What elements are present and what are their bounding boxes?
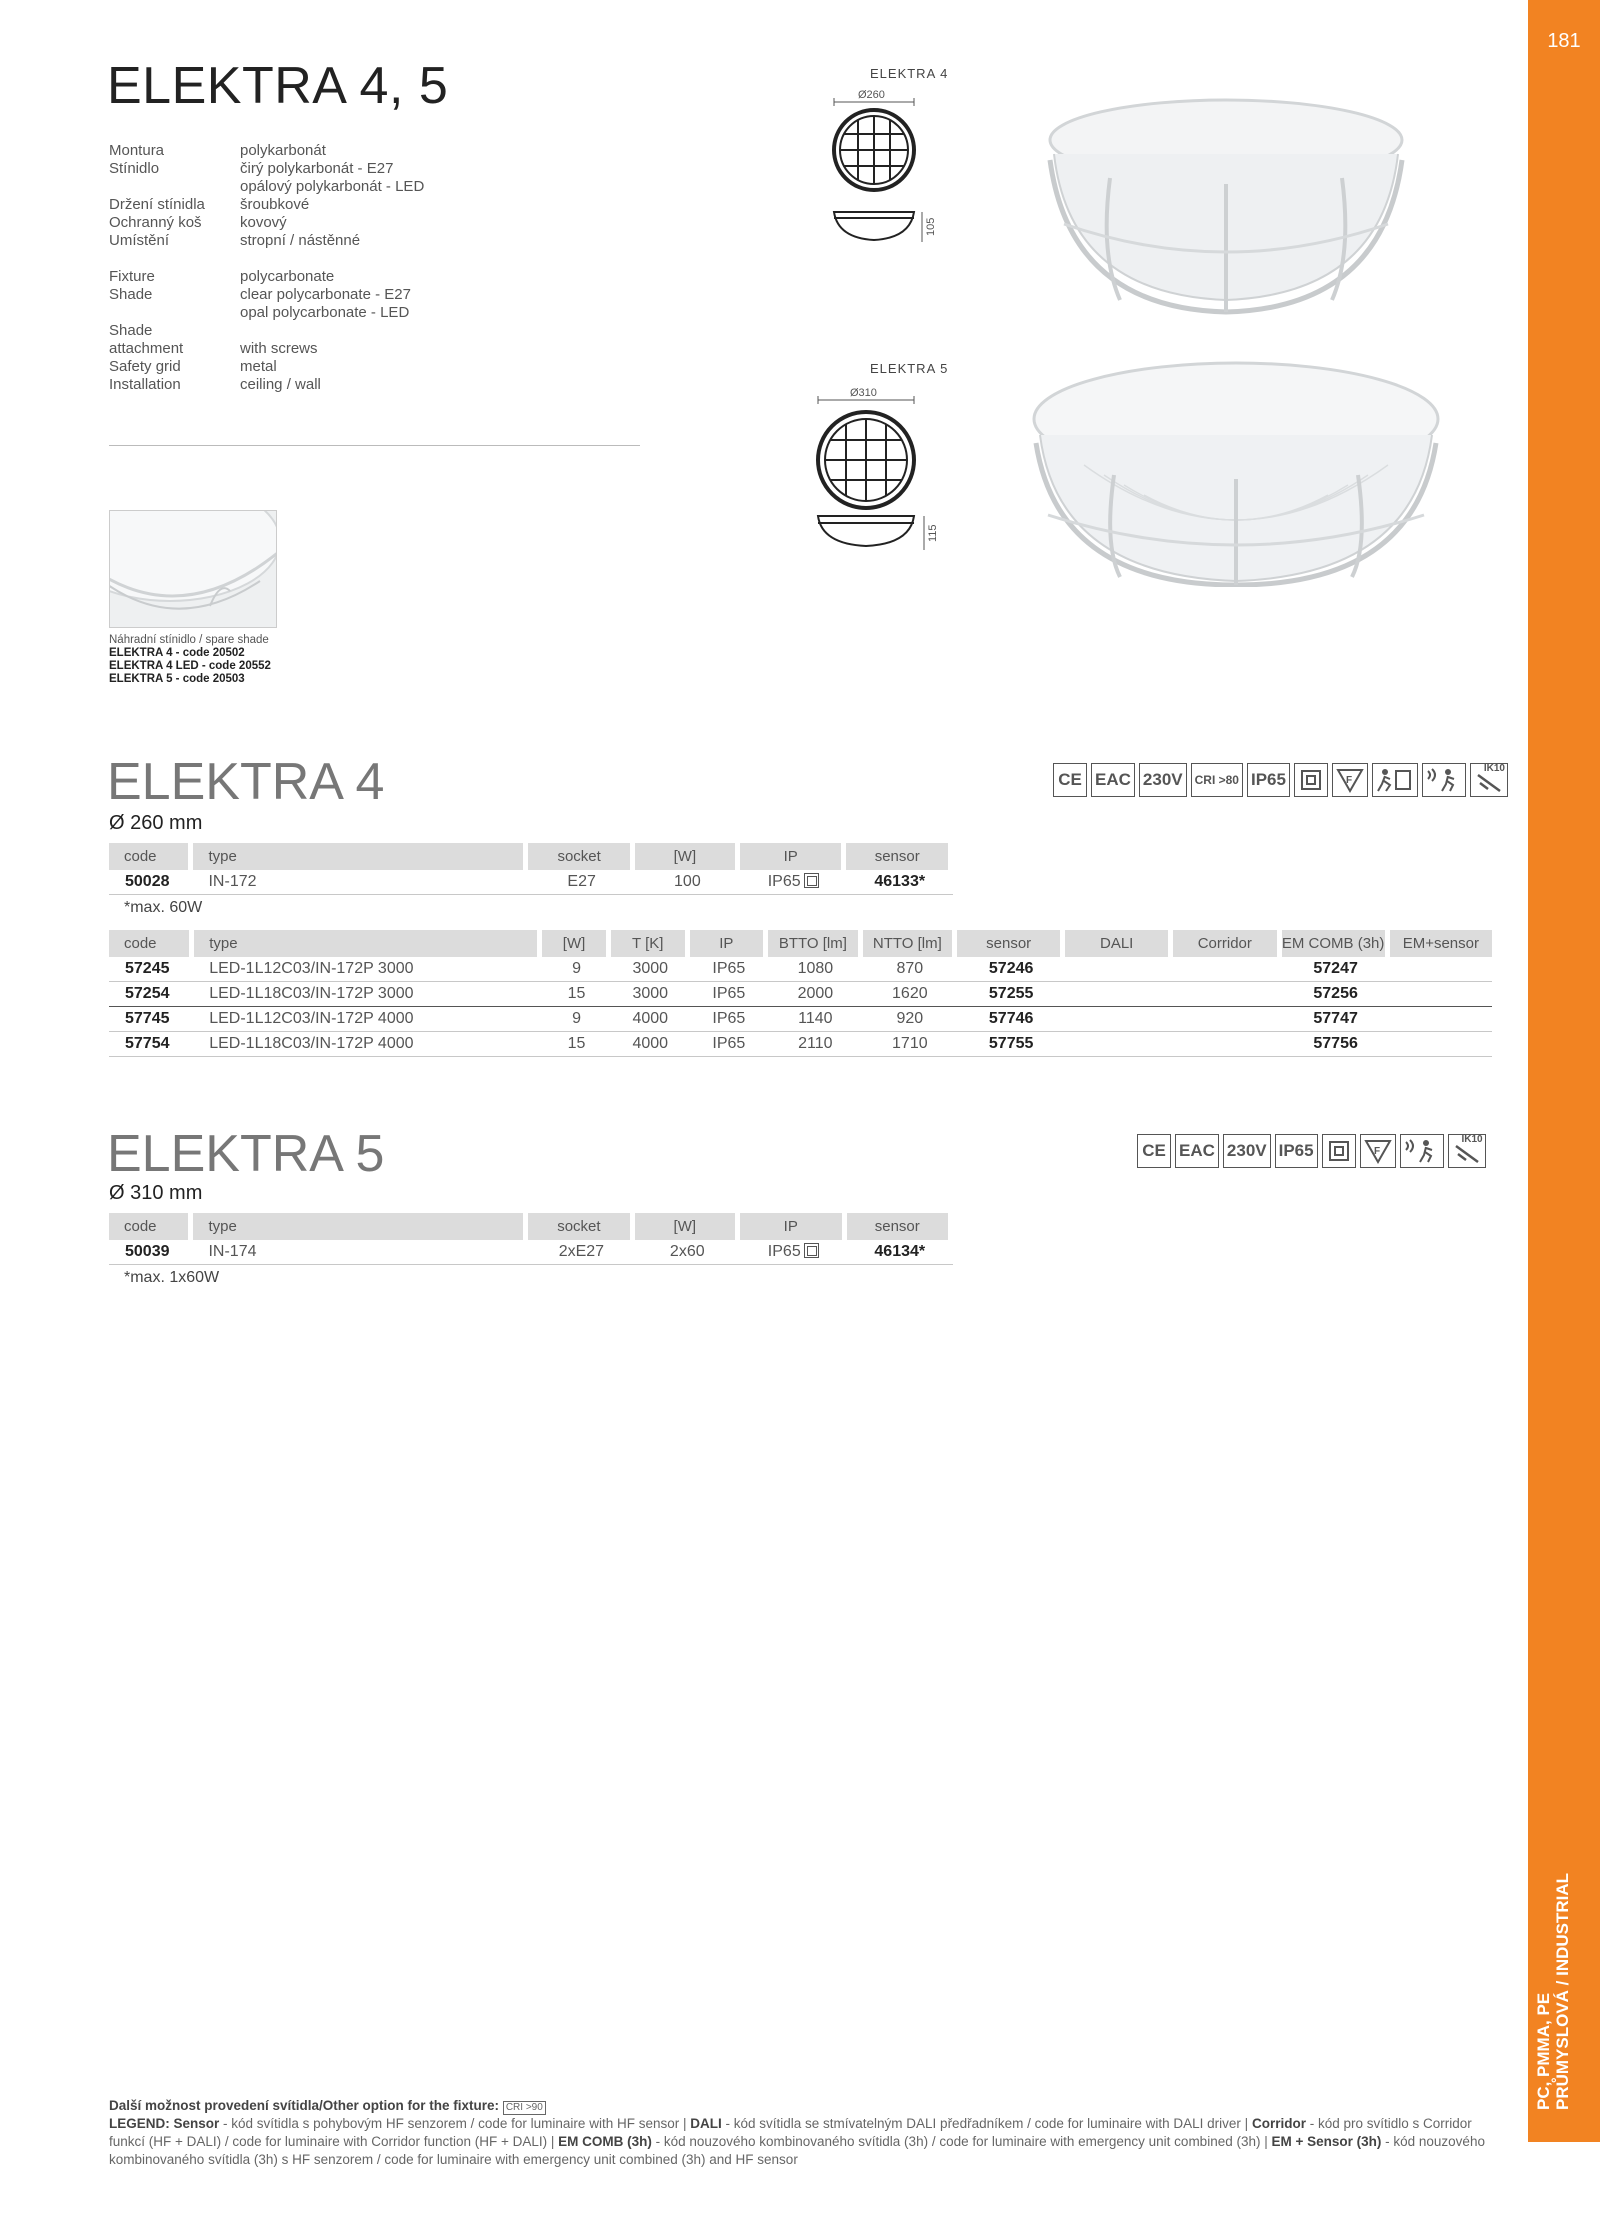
table-row: [109, 1007, 1492, 1032]
spec-label: [109, 304, 240, 322]
column-header: Corridor: [1173, 930, 1281, 957]
spec-value: šroubkové: [240, 196, 310, 213]
cell-em-comb: 57247: [1282, 957, 1390, 982]
cell-em-sensor: [1390, 982, 1492, 1007]
legend-term: Sensor: [173, 2116, 220, 2131]
legend-term: EM COMB (3h): [558, 2134, 652, 2149]
column-header: code: [109, 930, 194, 957]
cell-corridor: [1173, 957, 1281, 982]
spec-value: opal polycarbonate - LED: [240, 304, 410, 321]
cell-btto: 1080: [768, 957, 862, 982]
cell-ntto: 920: [863, 1007, 957, 1032]
cell-sensor: 57246: [957, 957, 1065, 982]
cell-dali: [1065, 982, 1173, 1007]
category-line-1: PC, PMMA, PE: [1534, 1992, 1553, 2110]
ip-rating-icon: IP65: [1275, 1134, 1318, 1168]
spec-row: [109, 142, 424, 160]
ik10-label: IK10: [1483, 763, 1505, 774]
table-row: [109, 1032, 1492, 1057]
product-photo-e5: [1024, 355, 1454, 587]
table-row: [109, 870, 953, 895]
column-header: EM COMB (3h): [1282, 930, 1390, 957]
spec-label: [109, 178, 240, 196]
legend-desc: - kód nouzového kombinovaného svítidla (3h) / code for luminaire with emergency unit combined (3h) |: [651, 2134, 1272, 2149]
cell-type: LED-1L12C03/IN-172P 3000: [194, 957, 542, 982]
spare-code: ELEKTRA 4 - code 20502: [109, 647, 245, 659]
legend-label: LEGEND:: [109, 2116, 170, 2131]
column-header: sensor: [847, 1213, 954, 1240]
column-header: [W]: [635, 1213, 741, 1240]
ik10-label: IK10: [1461, 1134, 1483, 1145]
f-mark-icon: [1332, 763, 1368, 797]
other-option-label: Další možnost provedení svítidla/Other option for the fixture:: [109, 2098, 500, 2113]
cell-watt: 15: [542, 982, 611, 1007]
spec-value: ceiling / wall: [240, 376, 321, 393]
legend-desc: - kód svítidla se stmívatelným DALI předřadníkem / code for luminaire with DALI driver |: [721, 2116, 1252, 2131]
cell-code: 50028: [109, 870, 193, 895]
diagram-diameter-e5: Ø310: [850, 387, 877, 399]
cell-em-sensor: [1390, 1007, 1492, 1032]
cell-sensor: 57755: [957, 1032, 1065, 1057]
cell-type: LED-1L18C03/IN-172P 4000: [194, 1032, 542, 1057]
spec-row: [109, 322, 424, 340]
spec-row: [109, 196, 424, 214]
column-header: IP: [740, 1213, 846, 1240]
ik10-icon: [1470, 763, 1508, 797]
column-header: IP: [690, 930, 769, 957]
cell-em-comb: 57747: [1282, 1007, 1390, 1032]
spec-label: Ochranný koš: [109, 214, 202, 231]
spec-label: Safety grid: [109, 358, 181, 375]
cell-ntto: 1710: [863, 1032, 957, 1057]
class-ii-icon: [804, 1243, 819, 1258]
cell-temp: 4000: [611, 1032, 690, 1057]
cell-em-comb: 57756: [1282, 1032, 1390, 1057]
diagram-height-e5: 115: [927, 524, 939, 542]
cell-btto: 1140: [768, 1007, 862, 1032]
section-title-e4: ELEKTRA 4: [107, 753, 385, 811]
spec-list: [109, 142, 424, 394]
cell-type: LED-1L18C03/IN-172P 3000: [194, 982, 542, 1007]
cell-sensor: 46134*: [847, 1240, 954, 1265]
eac-mark-icon: EAC: [1175, 1134, 1219, 1168]
spare-code: ELEKTRA 4 LED - code 20552: [109, 660, 271, 672]
legend-desc: - kód nouzového kombinovaného svítidla (3h) s HF senzorem / code for luminaire with emergency unit combined (3h) and HF sensor: [109, 2134, 1485, 2167]
spare-caption: Náhradní stínidlo / spare shade: [109, 634, 269, 646]
page-number: 181: [1547, 30, 1581, 52]
note-e4: *max. 60W: [124, 899, 203, 916]
column-header: code: [109, 843, 193, 870]
cell-sensor: 57255: [957, 982, 1065, 1007]
cell-dali: [1065, 1032, 1173, 1057]
spec-label: Stínidlo: [109, 160, 160, 177]
ce-mark-icon: CE: [1137, 1134, 1171, 1168]
cell-corridor: [1173, 1032, 1281, 1057]
cell-type: IN-172: [193, 870, 528, 895]
cell-ntto: 1620: [863, 982, 957, 1007]
product-table-e4-led: [109, 930, 1492, 1057]
cell-corridor: [1173, 982, 1281, 1007]
ip-rating-icon: IP65: [1247, 763, 1290, 797]
cell-code: 57254: [109, 982, 194, 1007]
spec-label: Shade: [109, 322, 153, 339]
svg-text:F: F: [1373, 1146, 1380, 1157]
voltage-icon: 230V: [1139, 763, 1187, 797]
section-diameter-e4: Ø 260 mm: [109, 812, 203, 834]
class-ii-icon: [804, 873, 819, 888]
voltage-icon: 230V: [1223, 1134, 1271, 1168]
table-row: [109, 982, 1492, 1007]
cell-watt: 100: [635, 870, 740, 895]
cell-em-sensor: [1390, 1032, 1492, 1057]
ik10-icon: [1448, 1134, 1486, 1168]
cell-btto: 2110: [768, 1032, 862, 1057]
spare-code: ELEKTRA 5 - code 20503: [109, 673, 245, 685]
class-ii-icon: [1322, 1134, 1356, 1168]
cell-socket: 2xE27: [528, 1240, 634, 1265]
column-header: type: [193, 1213, 528, 1240]
cell-em-sensor: [1390, 957, 1492, 982]
eac-mark-icon: EAC: [1091, 763, 1135, 797]
cell-ip: [740, 1240, 846, 1265]
page-title: ELEKTRA 4, 5: [107, 57, 449, 115]
table-row: [109, 957, 1492, 982]
note-e5: *max. 1x60W: [124, 1269, 220, 1286]
cell-temp: 3000: [611, 982, 690, 1007]
spec-value: kovový: [240, 214, 287, 231]
spec-row: [109, 268, 424, 286]
spec-row: [109, 214, 424, 232]
ce-mark-icon: CE: [1053, 763, 1087, 797]
table-header-row: [109, 1213, 953, 1240]
spec-row: [109, 358, 424, 376]
spec-label: Fixture: [109, 268, 155, 285]
cell-type: IN-174: [193, 1240, 528, 1265]
cell-sensor: 46133*: [846, 870, 953, 895]
legend: [109, 2097, 1494, 2169]
column-header: EM+sensor: [1390, 930, 1492, 957]
cell-corridor: [1173, 1007, 1281, 1032]
category-sidebar: [1528, 0, 1600, 2142]
legend-desc: - kód svítidla s pohybovým HF senzorem / code for luminaire with HF sensor |: [219, 2116, 691, 2131]
column-header: type: [193, 843, 528, 870]
ip-value: IP65: [767, 1243, 801, 1260]
table-header-row: [109, 930, 1492, 957]
cell-ip: IP65: [690, 982, 769, 1007]
cell-dali: [1065, 1007, 1173, 1032]
cell-ntto: 870: [863, 957, 957, 982]
spec-value: polykarbonát: [240, 142, 326, 159]
legend-term: Corridor: [1251, 2116, 1306, 2131]
cell-code: 57754: [109, 1032, 194, 1057]
column-header: NTTO [lm]: [863, 930, 957, 957]
diagram-height-e4: 105: [925, 217, 937, 236]
cell-watt: 9: [542, 1007, 611, 1032]
section-title-e5: ELEKTRA 5: [107, 1125, 385, 1183]
spec-label: Shade: [109, 286, 153, 303]
technical-drawing-e5: [814, 384, 944, 564]
certification-icons-e4: [1053, 763, 1508, 797]
spec-label: Installation: [109, 376, 181, 393]
diagram-label-e5: ELEKTRA 5: [870, 361, 949, 376]
cell-ip: IP65: [690, 1007, 769, 1032]
cell-watt: 9: [542, 957, 611, 982]
cell-btto: 2000: [768, 982, 862, 1007]
spare-shade-image: [109, 510, 277, 628]
technical-drawing-e4: [830, 88, 940, 258]
cell-em-comb: 57256: [1282, 982, 1390, 1007]
column-header: DALI: [1065, 930, 1173, 957]
cell-ip: IP65: [690, 957, 769, 982]
spec-value: opálový polykarbonát - LED: [240, 178, 425, 195]
category-label: [1534, 1873, 1572, 2110]
spec-value: clear polycarbonate - E27: [240, 286, 411, 303]
f-mark-icon: [1360, 1134, 1396, 1168]
spec-label: Držení stínidla: [109, 196, 205, 213]
table-header-row: [109, 843, 953, 870]
column-header: socket: [528, 843, 634, 870]
spec-row: [109, 160, 424, 178]
spec-value: polycarbonate: [240, 268, 335, 285]
column-header: [W]: [542, 930, 611, 957]
spec-row: [109, 286, 424, 304]
category-line-2: PRŮMYSLOVÁ / INDUSTRIAL: [1553, 1872, 1572, 2110]
spec-label: attachment: [109, 340, 184, 357]
ip-value: IP65: [767, 873, 801, 890]
spec-row: [109, 232, 424, 250]
spec-value: stropní / nástěnné: [240, 232, 361, 249]
column-header: T [K]: [611, 930, 690, 957]
legend-term: EM + Sensor (3h): [1271, 2134, 1382, 2149]
product-table-e5: [109, 1213, 953, 1265]
cell-watt: 2x60: [635, 1240, 741, 1265]
cell-temp: 3000: [611, 957, 690, 982]
column-header: socket: [528, 1213, 634, 1240]
product-photo-e4: [1040, 94, 1420, 316]
cell-temp: 4000: [611, 1007, 690, 1032]
column-header: sensor: [957, 930, 1065, 957]
cell-ip: [740, 870, 847, 895]
spec-row: [109, 304, 424, 322]
spec-row: [109, 376, 424, 394]
legend-text: [109, 2115, 1494, 2169]
sensor-person-icon: [1422, 763, 1466, 797]
spec-row: [109, 178, 424, 196]
cell-dali: [1065, 957, 1173, 982]
cri-badge: CRI >90: [503, 2101, 546, 2115]
spec-value: čirý polykarbonát - E27: [240, 160, 394, 177]
column-header: sensor: [846, 843, 953, 870]
diagram-label-e4: ELEKTRA 4: [870, 66, 949, 81]
section-diameter-e5: Ø 310 mm: [109, 1182, 203, 1204]
diagram-diameter-e4: Ø260: [858, 89, 885, 101]
column-header: BTTO [lm]: [768, 930, 862, 957]
cell-code: 57245: [109, 957, 194, 982]
column-header: code: [109, 1213, 193, 1240]
emergency-exit-icon: [1372, 763, 1418, 797]
sensor-person-icon: [1400, 1134, 1444, 1168]
cell-code: 57745: [109, 1007, 194, 1032]
cell-sensor: 57746: [957, 1007, 1065, 1032]
cri-icon: CRI >80: [1191, 763, 1243, 797]
legend-term: DALI: [690, 2116, 722, 2131]
column-header: [W]: [635, 843, 740, 870]
spec-value: with screws: [240, 340, 318, 357]
spec-value: metal: [240, 358, 277, 375]
column-header: IP: [740, 843, 847, 870]
class-ii-icon: [1294, 763, 1328, 797]
spare-shade-caption: [109, 634, 271, 686]
spec-label: Montura: [109, 142, 165, 159]
cell-code: 50039: [109, 1240, 193, 1265]
spec-label: Umístění: [109, 232, 170, 249]
cell-ip: IP65: [690, 1032, 769, 1057]
legend-desc: - kód pro svítidlo s Corridor funkcí (HF + DALI) / code for luminaire with Corridor function (HF + DALI) |: [109, 2116, 1472, 2149]
column-header: type: [194, 930, 542, 957]
cell-watt: 15: [542, 1032, 611, 1057]
table-row: [109, 1240, 953, 1265]
divider: [109, 445, 640, 446]
cell-type: LED-1L12C03/IN-172P 4000: [194, 1007, 542, 1032]
product-table-e4-conventional: [109, 843, 953, 895]
svg-text:F: F: [1345, 775, 1353, 786]
certification-icons-e5: [1137, 1134, 1486, 1168]
spec-row: [109, 340, 424, 358]
cell-socket: E27: [528, 870, 634, 895]
